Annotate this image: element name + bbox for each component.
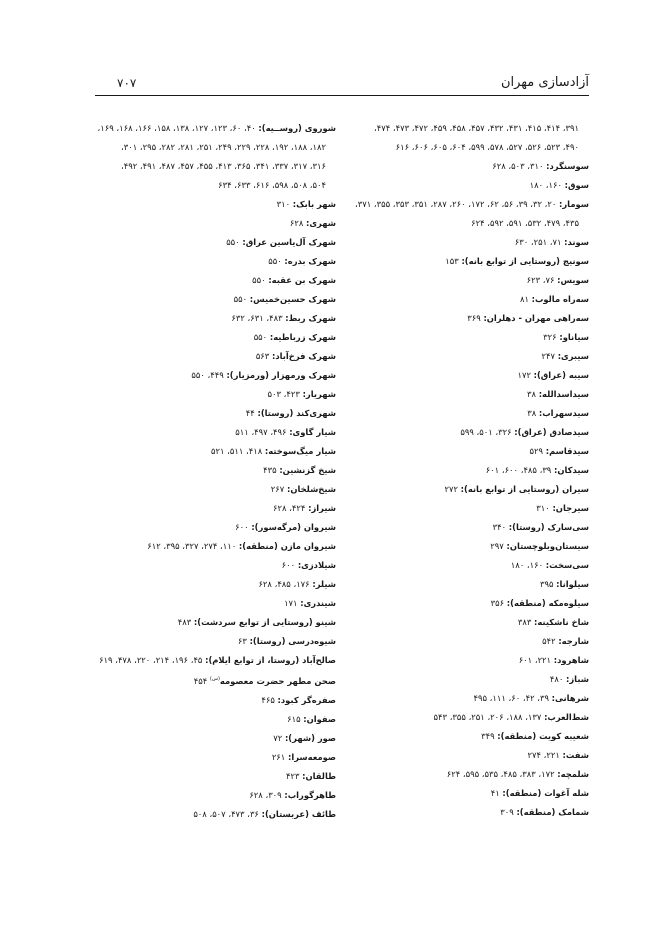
index-entry-term: شهر بابک: [292, 199, 336, 209]
header-rule [95, 95, 589, 96]
index-entry-term: سیلوه‌مکه (منطقه): [506, 598, 589, 608]
index-entry [96, 691, 336, 710]
index-entry-pages: ۲۲۱، ۶۰۱ [518, 655, 552, 665]
index-entry [321, 613, 589, 632]
index-entry-term: صفوان: [303, 713, 336, 724]
index-entry-pages: ۵۵۰ [226, 237, 240, 247]
index-entry-term: صالح‌آباد (روستا، از توابع ایلام): [205, 655, 336, 665]
index-entry-term: شیار میگ‌سوخته: [264, 446, 336, 456]
index-entry-pages: ۵۲۹ [529, 446, 544, 456]
index-entry [321, 537, 589, 556]
index-entry-term: سیلوانا: [556, 579, 589, 589]
index-entry-term: سیرجان: [552, 503, 589, 513]
index-entry-pages: ۳۶۹ [467, 313, 481, 323]
index-entry [96, 805, 336, 824]
index-entry-pages: ۳۴۹ [481, 731, 495, 741]
index-entry-term: سیاناو: [559, 332, 589, 342]
index-entry-pages: ۵۵۰ [233, 294, 248, 304]
index-entry [321, 347, 589, 366]
index-entry [321, 784, 589, 803]
index-entry-pages: ۲۰، ۳۲، ۳۹، ۵۶، ۶۲، ۱۷۲، ۲۶۰، ۲۸۷، ۳۵۱، ۳۵۳، ۳۵۵، ۳۷۱، [355, 199, 557, 209]
index-entry [96, 195, 336, 214]
index-entry [321, 366, 589, 385]
index-entry-pages: ۱۳۷، ۱۸۸، ۲۰۶، ۲۵۱، ۳۵۵، ۵۴۳ [433, 712, 542, 722]
index-entry-pages: ۳۸ [527, 389, 537, 399]
index-entry [321, 157, 589, 176]
index-entry-term: طالقان: [302, 770, 336, 781]
index-entry-term: سوق: [564, 180, 589, 190]
index-entry [321, 480, 589, 499]
index-entry [96, 252, 336, 271]
index-entry [96, 309, 336, 328]
index-entry [96, 613, 336, 632]
index-entry-pages: ۳۹۱، ۴۱۴، ۴۱۵، ۴۳۱، ۴۳۲، ۴۵۷، ۴۵۸، ۴۵۹، ۴۷۲، ۴۷۳، ۴۷۴، [374, 123, 579, 133]
index-entry-pages: ۲۴۷ [541, 351, 556, 361]
index-entry-pages: ۳۰۹ [500, 807, 514, 817]
index-entry [321, 138, 589, 157]
index-entry [321, 233, 589, 252]
index-entry-pages: ۱۷۶، ۴۸۵، ۶۲۸ [258, 579, 310, 589]
index-entry-pages: ۳۹، ۴۲، ۶۰، ۱۱۱، ۴۹۵ [473, 693, 549, 703]
index-entry [96, 786, 336, 805]
index-entry-pages: ۳۸۳ [517, 617, 532, 627]
index-entry-term: شهرک بدره: [284, 256, 336, 266]
index-entry-pages: ۴۹۶، ۴۹۷، ۵۱۱ [235, 427, 287, 437]
index-entry [321, 651, 589, 670]
index-entry [321, 252, 589, 271]
index-entry-term: شاخ ناشکینه: [534, 617, 589, 627]
index-entry-term: سوسنگرد: [546, 161, 589, 171]
index-entry-term: شعیبه کویت (منطقه): [497, 731, 589, 741]
index-entry [321, 404, 589, 423]
index-entry [96, 670, 336, 691]
index-entry [96, 157, 336, 176]
index-entry-term: سی‌سخت: [545, 560, 589, 570]
index-entry-pages: ۱۷۱ [284, 598, 298, 608]
index-entry-pages: ۴۹۰، ۵۲۳، ۵۲۶، ۵۲۷، ۵۷۸، ۵۹۹، ۶۰۴، ۶۰۵، ۶۰۶، ۶۱۶ [395, 142, 579, 152]
index-entry-pages: ۵۴۲ [542, 636, 556, 646]
index-entry-term: سیدصادق (عراق): [514, 427, 589, 437]
index-entry-term: شینو (روستایی از توابع سردشت): [193, 617, 336, 627]
index-entry-pages: ۳۱۰، ۵۰۳، ۶۲۸ [492, 161, 544, 171]
index-entry [321, 328, 589, 347]
index-entry [96, 767, 336, 786]
index-entry [321, 385, 589, 404]
index-entry-pages: ۴۰، ۶۰، ۱۲۳، ۱۲۷، ۱۳۸، ۱۵۸، ۱۶۶، ۱۶۸، ۱۶۹، [97, 123, 256, 133]
index-entry-pages: ۵۰۴، ۵۰۸، ۵۹۸، ۶۱۶، ۶۳۳، ۶۳۴ [218, 180, 326, 190]
index-entry-pages: ۳۲۶، ۵۰۱، ۵۹۹ [460, 427, 512, 437]
index-entry-term: شفت: [562, 750, 589, 760]
index-entry-pages: ۴۲۴، ۶۲۸ [273, 503, 306, 513]
index-entry-term: صفره‌گر کبود: [277, 694, 336, 705]
index-entry [96, 632, 336, 651]
index-entry [96, 594, 336, 613]
index-entry-pages: ۲۷۲ [444, 484, 458, 494]
index-entry [321, 594, 589, 613]
index-entry-term: شرهانی: [551, 693, 589, 703]
index-entry-pages: ۵۵۰ [252, 275, 266, 285]
index-entry [96, 423, 336, 442]
index-entry-pages: ۱۶۰، ۱۸۰ [529, 180, 562, 190]
index-entry-term: سه‌راه مالوب: [531, 294, 589, 304]
index-entry-term: سومار: [559, 199, 589, 209]
index-entry [96, 271, 336, 290]
running-title: آزادسازی مهران [500, 75, 589, 90]
index-entry [96, 214, 336, 233]
index-column-right [321, 119, 589, 822]
index-entry-pages: ۶۲۸ [289, 218, 304, 228]
index-entry [321, 689, 589, 708]
index-entry-term: شمامک (منطقه): [516, 807, 589, 817]
index-entry-pages: ۳۸ [527, 408, 537, 418]
index-entry-pages: ۳۹۵ [539, 579, 554, 589]
index-entry-pages: ۱۶۰، ۱۸۰ [510, 560, 544, 570]
index-entry-term: شهرک آل‌یاسین عراق: [242, 237, 336, 247]
index-entry-pages: ۶۳ [237, 636, 247, 646]
index-entry-term: شط‌العرب: [544, 712, 589, 722]
index-entry [321, 518, 589, 537]
index-entry-pages: ۴۸۰ [549, 674, 564, 684]
index-entry-term: شیروان مازن (منطقه): [238, 541, 336, 551]
index-entry [96, 461, 336, 480]
index-entry [321, 290, 589, 309]
index-entry [96, 328, 336, 347]
index-entry-term: شهری: [306, 218, 336, 228]
index-entry [96, 556, 336, 575]
index-entry-pages: ۶۱۵ [287, 713, 301, 724]
index-entry [96, 729, 336, 748]
index-entry [321, 556, 589, 575]
index-entry [321, 423, 589, 442]
index-entry-term: سیران (روستایی از توابع بانه): [460, 484, 589, 494]
index-entry-term: سیدقاسم: [545, 446, 589, 456]
index-entry-term: شیوه‌درسی (روستا): [249, 636, 336, 646]
index-entry-pages: ۵۵۰ [268, 256, 282, 266]
index-entry-pages: ۴۳۵، ۴۷۹، ۵۳۲، ۵۹۱، ۵۹۲، ۶۲۴ [471, 218, 579, 228]
index-entry-term: طائف (عربستان): [261, 808, 336, 819]
index-entry-pages: ۴۱۸، ۵۱۱، ۵۲۱ [210, 446, 263, 456]
index-entry [96, 233, 336, 252]
index-entry-term: شهریار: [302, 389, 336, 399]
index-entry-term: شهرک فرخ‌آباد: [271, 351, 336, 361]
index-entry [96, 347, 336, 366]
index-entry-term: سه‌راهی مهران - دهلران: [483, 313, 589, 323]
index-entry [321, 271, 589, 290]
index-entry [321, 803, 589, 822]
index-entry [321, 499, 589, 518]
index-entry-term: صومعه‌سرا: [287, 751, 336, 762]
index-entry [321, 632, 589, 651]
index-entry-pages: ۴۴ [245, 408, 255, 418]
index-entry-pages: ۱۱۰، ۲۷۴، ۳۲۷، ۳۹۵، ۶۱۲ [147, 541, 237, 551]
index-entry [321, 765, 589, 784]
index-entry [321, 575, 589, 594]
index-entry-term: شیخ گزنشین: [279, 465, 336, 475]
index-entry-pages: ۲۲۱، ۲۷۴ [527, 750, 560, 760]
index-entry [321, 195, 589, 214]
index-entry-pages: ۳۱۰ [276, 199, 291, 209]
index-entry-term: شیروان (مرگه‌سور): [251, 522, 336, 532]
index-entry-term: شوروی (روســیه): [258, 123, 336, 133]
index-entry [321, 214, 589, 233]
index-entry-term: طاهرگوراب: [284, 789, 336, 800]
index-entry-term: شلمچه: [557, 769, 589, 779]
index-entry [96, 404, 336, 423]
index-entry-pages: ۷۲ [273, 732, 283, 743]
index-entry-term: سیبه (عراق): [533, 370, 589, 380]
index-entry-pages: ۴۲۳، ۵۰۳ [267, 389, 300, 399]
index-entry-term: شهری‌کند (روستا): [257, 408, 336, 418]
index-entry-term: سوند: [564, 237, 589, 247]
index-entry-term: سیدسهراب: [538, 408, 589, 418]
index-entry [96, 176, 336, 195]
index-entry-pages: ۴۱ [490, 788, 500, 798]
index-entry-pages: ۳۰۹، ۶۲۸ [249, 789, 282, 800]
index-entry-term: سونیج (روستایی از توابع بانه): [461, 256, 589, 266]
index-entry-pages: ۱۸۲، ۱۸۸، ۱۹۲، ۲۲۸، ۲۲۹، ۲۴۹، ۲۵۱، ۲۸۱، ۲۸۲، ۲۹۵، ۳۰۱، [121, 142, 326, 152]
index-entry-pages: ۴۶۵ [261, 694, 275, 705]
index-entry-term: شهرک بن عقبه: [268, 275, 336, 285]
index-entry-term: شارجه: [558, 636, 589, 646]
index-entry-term: سیبری: [557, 351, 589, 361]
index-entry [96, 710, 336, 729]
index-entry-term: سی‌سارک (روستا): [508, 522, 589, 532]
index-entry-pages: ۴۲۳ [285, 770, 300, 781]
index-entry-pages: ۳۵۶ [490, 598, 505, 608]
index-entry [321, 176, 589, 195]
index-entry-pages: ۵۶۳ [255, 351, 270, 361]
index-entry-pages: ۶۰۰ [235, 522, 249, 532]
index-entry [321, 309, 589, 328]
index-entry-pages: ۱۵۳ [445, 256, 459, 266]
index-entry-term: صحن مطهر حضرت معصومه [219, 675, 336, 686]
index-entry [321, 708, 589, 727]
index-entry [321, 461, 589, 480]
index-entry-pages: ۷۱، ۲۵۱، ۶۳۰ [514, 237, 562, 247]
index-entry-term: شهرک ربط: [285, 313, 336, 323]
index-entry-pages: ۳۲۶ [543, 332, 557, 342]
index-entry [321, 442, 589, 461]
page-number: ۷۰۷ [117, 76, 137, 90]
index-entry-pages: ۱۷۲ [517, 370, 531, 380]
index-entry-term: شیلر: [312, 579, 336, 589]
index-entry [96, 290, 336, 309]
index-entry-term: صور (شهر): [284, 732, 336, 743]
index-entry-pages: ۲۶۷ [270, 484, 285, 494]
index-entry-term: سیستان‌وبلوچستان: [506, 541, 589, 551]
index-entry-pages: ۳۴۰ [492, 522, 507, 532]
index-entry-term: شهرک ورمهزار (ورمزیار): [226, 370, 336, 380]
index-entry-pages: ۳۹، ۴۸۵، ۶۰۰، ۶۰۱ [485, 465, 552, 475]
index-entry [321, 670, 589, 689]
index-entry-pages: ۴۸۳، ۶۳۱، ۶۳۲ [231, 313, 283, 323]
index-entry-pages: ۴۸۳ [177, 617, 192, 627]
index-entry-term: سیداسدالله: [538, 389, 589, 399]
index-entry-pages: ۴۵۴ [193, 675, 208, 686]
index-entry [96, 366, 336, 385]
index-entry-pages: ۸۱ [519, 294, 529, 304]
index-entry-pages: ۲۹۷ [490, 541, 504, 551]
index-entry-term: سیدکان: [553, 465, 589, 475]
index-entry-term: شباز: [566, 674, 589, 684]
index-entry-pages: ۴۳۵ [263, 465, 277, 475]
index-entry-term: شیار گاوی: [289, 427, 336, 437]
index-column-left [96, 119, 336, 824]
index-entry-pages: ۷۶، ۶۲۳ [526, 275, 555, 285]
index-entry-term: شیخ‌شلخان: [286, 484, 336, 494]
index-entry-pages: ۵۵۰ [253, 332, 268, 342]
index-entry-term: سویس: [557, 275, 589, 285]
index-entry-pages: ۳۱۶، ۳۱۷، ۳۳۷، ۳۴۱، ۳۶۵، ۴۱۳، ۴۵۵، ۴۵۷، ۴۸۷، ۴۹۱، ۴۹۲، [121, 161, 326, 171]
index-entry [321, 119, 589, 138]
index-entry [96, 138, 336, 157]
index-entry [96, 575, 336, 594]
index-entry-term: شله آغوات (منطقه): [502, 788, 589, 798]
index-entry [321, 746, 589, 765]
index-entry-pages: ۲۶۱ [271, 751, 286, 762]
index-entry-term: شهرک زرباطیه: [269, 332, 336, 342]
index-entry-pages: ۳۱۰ [536, 503, 550, 513]
index-entry [96, 499, 336, 518]
index-entry [321, 727, 589, 746]
index-entry-pages: ۳۶، ۴۷۳، ۵۰۷، ۵۰۸ [193, 808, 259, 819]
index-entry [96, 651, 336, 670]
index-entry-pages: ۴۵، ۱۹۶، ۲۱۴، ۲۲۰، ۴۷۸، ۶۱۹ [99, 655, 203, 665]
index-entry [96, 119, 336, 138]
index-entry-term: شاهرود: [553, 655, 589, 665]
index-entry [96, 748, 336, 767]
index-entry [96, 537, 336, 556]
index-entry-pages: ۶۰۰ [281, 560, 296, 570]
index-entry-term: شیلادزی: [297, 560, 336, 570]
index-entry-term: شیراز: [308, 503, 336, 513]
index-entry [96, 442, 336, 461]
index-entry-pages: ۴۴۹، ۵۵۰ [191, 370, 224, 380]
index-entry [96, 518, 336, 537]
index-entry [96, 480, 336, 499]
index-entry-term: شهرک حسین‌خمیس: [249, 294, 336, 304]
index-entry-term: شیندری: [300, 598, 336, 608]
index-entry [96, 385, 336, 404]
index-entry-pages: ۱۷۲، ۳۸۳، ۴۸۵، ۵۳۵، ۵۹۵، ۶۲۴ [446, 769, 555, 779]
honorific-superscript: (س) [209, 676, 220, 682]
